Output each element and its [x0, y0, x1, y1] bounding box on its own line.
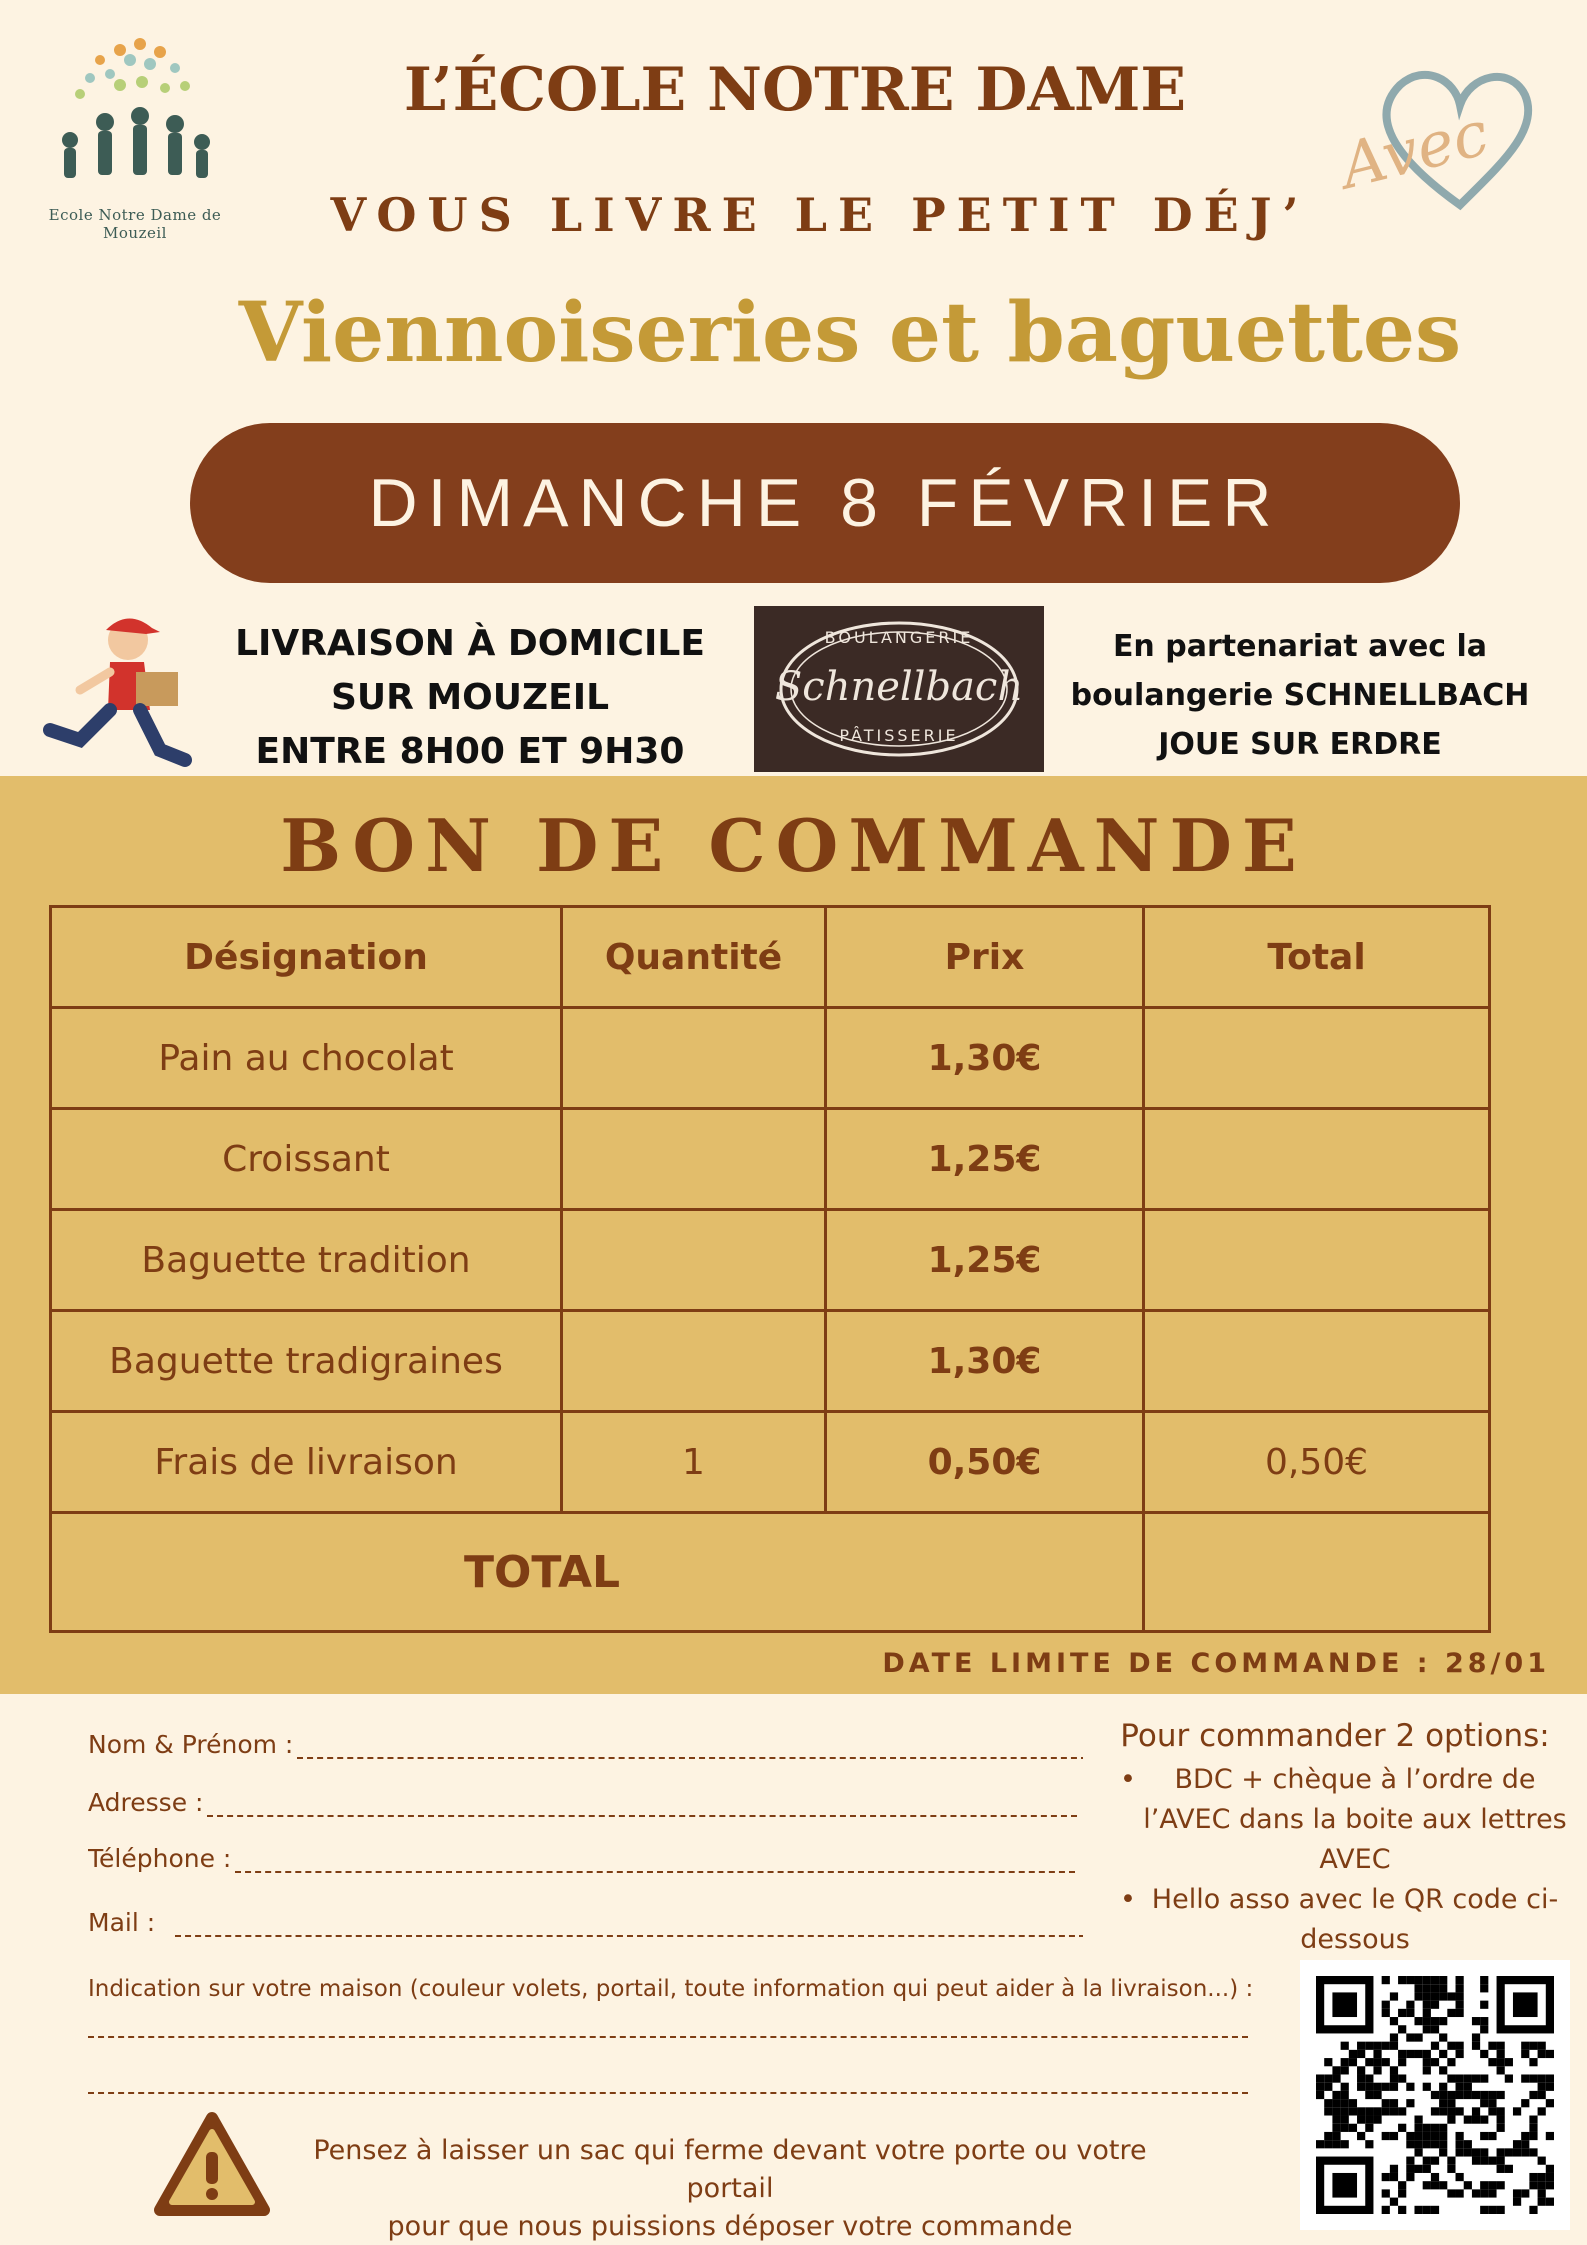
indication-line-1[interactable]: [88, 2036, 1248, 2038]
option-item: • BDC + chèque à l’ordre de l’AVEC dans la boite aux lettres AVEC: [1100, 1760, 1570, 1880]
avec-logo: [1330, 55, 1570, 225]
total-cell[interactable]: [1144, 1311, 1490, 1412]
bakery-logo-bottom: PÂTISSERIE: [839, 726, 959, 745]
partner-line-3: JOUE SUR ERDRE: [1158, 727, 1442, 762]
school-logo: [30, 30, 240, 242]
quantity-cell[interactable]: [562, 1311, 826, 1412]
avec-logo-text: Avec: [1333, 96, 1496, 203]
quantity-cell: 1: [562, 1412, 826, 1513]
total-cell[interactable]: [1144, 1109, 1490, 1210]
designation-cell: Baguette tradition: [51, 1210, 562, 1311]
price-cell: 1,25€: [826, 1210, 1144, 1311]
options-list: [1100, 1760, 1570, 1960]
indication-label: Indication sur votre maison (couleur volets, portail, toute information qui peut aider à la livraison...) :: [88, 1976, 1254, 2002]
table-header-row: [51, 907, 1490, 1008]
quantity-cell[interactable]: [562, 1210, 826, 1311]
name-field[interactable]: [88, 1730, 1083, 1759]
phone-field[interactable]: [88, 1844, 1083, 1873]
partner-line-1: En partenariat avec la: [1112, 629, 1488, 664]
column-header-quantity: Quantité: [562, 907, 826, 1008]
qr-code-icon: [1316, 1976, 1554, 2214]
delivery-line-2: SUR MOUZEIL: [330, 677, 610, 718]
delivery-info: [210, 617, 730, 779]
table-row: [51, 1210, 1490, 1311]
mail-field[interactable]: [88, 1908, 1083, 1937]
page-subtitle: VOUS LIVRE LE PETIT DÉJ’: [330, 188, 1310, 242]
price-cell: 1,25€: [826, 1109, 1144, 1210]
grand-total-value[interactable]: [1144, 1513, 1490, 1632]
designation-cell: Croissant: [51, 1109, 562, 1210]
order-title: BON DE COMMANDE: [280, 803, 1307, 888]
school-logo-caption: Ecole Notre Dame de Mouzeil: [48, 206, 222, 242]
order-options: [1100, 1718, 1570, 1960]
quantity-cell[interactable]: [562, 1109, 826, 1210]
column-header-price: Prix: [826, 907, 1144, 1008]
bakery-logo-name: Schnellbach: [774, 664, 1024, 710]
designation-cell: Frais de livraison: [51, 1412, 562, 1513]
designation-cell: Pain au chocolat: [51, 1008, 562, 1109]
delivery-line-3: ENTRE 8H00 ET 9H30: [255, 731, 685, 772]
total-cell[interactable]: [1144, 1210, 1490, 1311]
quantity-cell[interactable]: [562, 1008, 826, 1109]
table-row: [51, 1008, 1490, 1109]
table-row: [51, 1109, 1490, 1210]
partner-line-2: boulangerie SCHNELLBACH: [1070, 678, 1530, 713]
helloasso-qr-code[interactable]: [1300, 1960, 1570, 2230]
name-label: Nom & Prénom :: [88, 1730, 294, 1759]
total-cell: 0,50€: [1144, 1412, 1490, 1513]
table-row: [51, 1412, 1490, 1513]
page-title: L’ÉCOLE NOTRE DAME: [403, 55, 1187, 125]
warning-line-1: Pensez à laisser un sac qui ferme devant votre porte ou votre portail: [313, 2135, 1147, 2204]
warning-message: [280, 2132, 1180, 2245]
event-date-banner: [190, 423, 1460, 583]
delivery-man-icon: [40, 610, 200, 780]
headline: Viennoiseries et baguettes: [238, 285, 1462, 381]
price-cell: 1,30€: [826, 1008, 1144, 1109]
bakery-logo: [754, 606, 1044, 772]
column-header-designation: Désignation: [51, 907, 562, 1008]
table-row: [51, 1311, 1490, 1412]
bakery-logo-top: BOULANGERIE: [824, 628, 974, 647]
partner-info: [1060, 622, 1540, 769]
warning-line-2: pour que nous puissions déposer votre commande: [387, 2211, 1073, 2242]
address-label: Adresse :: [88, 1788, 204, 1817]
column-header-total: Total: [1144, 907, 1490, 1008]
order-deadline: DATE LIMITE DE COMMANDE : 28/01: [882, 1648, 1550, 1679]
designation-cell: Baguette tradigraines: [51, 1311, 562, 1412]
price-cell: 0,50€: [826, 1412, 1144, 1513]
school-tree-icon: [30, 30, 240, 205]
address-field[interactable]: [88, 1788, 1083, 1817]
price-cell: 1,30€: [826, 1311, 1144, 1412]
mail-label: Mail :: [88, 1908, 156, 1937]
order-table: [49, 905, 1491, 1633]
delivery-line-1: LIVRAISON À DOMICILE: [235, 623, 705, 664]
event-date: DIMANCHE 8 FÉVRIER: [368, 465, 1282, 541]
phone-label: Téléphone :: [88, 1844, 232, 1873]
option-item: • Hello asso avec le QR code ci-dessous: [1100, 1880, 1570, 1960]
indication-line-2[interactable]: [88, 2092, 1248, 2094]
total-cell[interactable]: [1144, 1008, 1490, 1109]
warning-icon: [152, 2110, 272, 2220]
options-title: Pour commander 2 options:: [1120, 1718, 1550, 1754]
grand-total-row: [51, 1513, 1490, 1632]
grand-total-label: TOTAL: [51, 1513, 1144, 1632]
